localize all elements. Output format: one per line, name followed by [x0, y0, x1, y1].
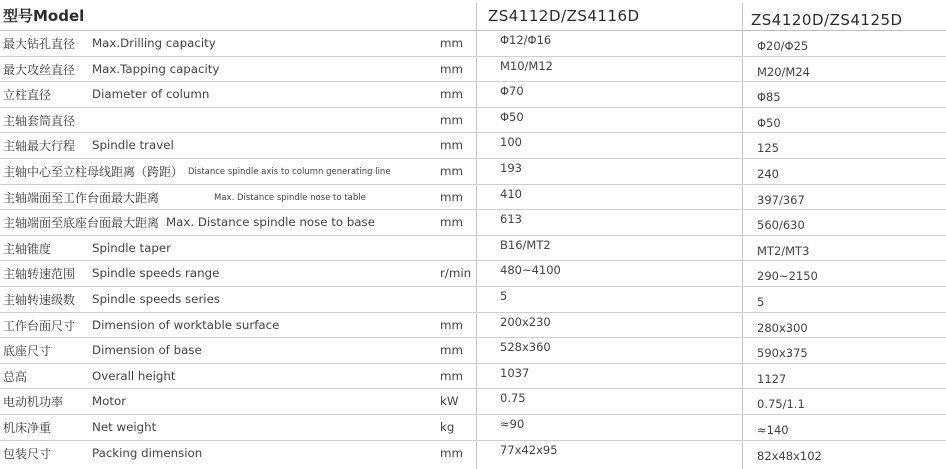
spec-name-en: Spindle travel — [92, 138, 174, 153]
spec-value-col1: 193 — [500, 160, 522, 175]
spec-name-en: Packing dimension — [92, 445, 203, 460]
spec-name-cn: 工作台面尺寸 — [3, 318, 76, 333]
spec-value-col1: 200x230 — [500, 314, 551, 329]
spec-name-en: Spindle speeds range — [92, 266, 220, 281]
spec-name-cn: 主轴套筒直径 — [3, 113, 76, 128]
header-row — [0, 0, 946, 31]
spec-value-col1: B16/MT2 — [500, 237, 551, 252]
spec-value-col1: 1037 — [500, 365, 530, 380]
spec-name-en: Net weight — [92, 419, 157, 434]
spec-name-cn: 主轴中心至立柱母线距离（跨距） — [3, 164, 184, 179]
spec-row-worktable — [0, 313, 946, 339]
spec-name-cn: 主轴端面至工作台面最大距离 — [3, 190, 160, 205]
spec-unit: mm — [440, 317, 463, 332]
spec-unit: mm — [440, 189, 463, 204]
spec-unit: kg — [440, 419, 455, 434]
spec-row-quill-diameter — [0, 108, 946, 134]
spec-value-col1: M10/M12 — [500, 58, 553, 73]
spec-row-base — [0, 338, 946, 364]
spec-name-cn: 主轴端面至底座台面最大距离 — [3, 216, 160, 231]
model-col1-header: ZS4112D/ZS4116D — [488, 7, 640, 25]
spec-value-col2: Φ20/Φ25 — [757, 39, 809, 53]
spec-value-col2: MT2/MT3 — [757, 243, 810, 258]
spec-value-col1: Φ70 — [500, 84, 524, 99]
spec-name-cn: 包装尺寸 — [3, 446, 52, 461]
spec-value-col1: 480~4100 — [500, 263, 561, 278]
spec-value-col2: 397/367 — [757, 192, 805, 207]
spec-name-en: Dimension of worktable surface — [92, 317, 280, 332]
spec-name-cn: 最大钻孔直径 — [3, 37, 76, 51]
spec-name-en: Spindle taper — [92, 240, 171, 255]
spec-unit: mm — [440, 61, 463, 76]
spec-value-col2: M20/M24 — [757, 64, 810, 79]
spec-value-col2: 125 — [757, 141, 779, 156]
spec-unit: mm — [440, 163, 463, 178]
spec-value-col1: 100 — [500, 135, 522, 150]
spec-name-cn: 主轴最大行程 — [3, 139, 76, 154]
spec-row-speed-range — [0, 261, 946, 287]
spec-name-en: Diameter of column — [92, 87, 210, 102]
spec-value-col1: 77x42x95 — [500, 442, 558, 457]
spec-name-en: Distance spindle axis to column generating line — [188, 166, 391, 177]
spec-name-cn: 主轴转速级数 — [3, 292, 76, 307]
spec-unit: kW — [440, 394, 459, 409]
spec-name-en: Motor — [92, 394, 127, 409]
spec-value-col2: 1127 — [757, 371, 787, 386]
spec-unit: mm — [440, 87, 463, 102]
spec-name-cn: 主轴锥度 — [3, 241, 52, 256]
spec-value-col2: 590x375 — [757, 346, 808, 361]
spec-unit: mm — [440, 445, 463, 460]
spec-name-en: Max.Drilling capacity — [92, 36, 216, 50]
spec-row-motor — [0, 389, 946, 415]
spec-row-max-drilling — [0, 31, 946, 57]
spec-value-col2: 290~2150 — [757, 269, 818, 284]
spec-name-cn: 最大攻丝直径 — [3, 62, 76, 77]
spec-value-col1: ≈90 — [500, 416, 525, 431]
spec-value-col1: Φ50 — [500, 109, 524, 124]
spec-row-speed-series — [0, 287, 946, 313]
spec-row-spindle-to-base — [0, 210, 946, 236]
spec-value-col2: 0.75/1.1 — [757, 397, 805, 412]
spec-row-max-tapping — [0, 57, 946, 83]
model-label: 型号Model — [3, 7, 85, 25]
spec-value-col2: 240 — [757, 166, 779, 181]
spec-name-cn: 机床净重 — [3, 420, 52, 435]
spec-value-col2: 560/630 — [757, 218, 805, 233]
spec-value-col1: 613 — [500, 212, 522, 227]
spec-value-col2: 5 — [757, 294, 765, 309]
spec-row-spindle-travel — [0, 133, 946, 159]
spec-name-cn: 总高 — [3, 369, 28, 384]
spec-name-cn: 底座尺寸 — [3, 344, 52, 359]
spec-value-col1: 0.75 — [500, 391, 526, 406]
spec-name-cn: 电动机功率 — [3, 395, 64, 410]
spec-unit: mm — [440, 138, 463, 153]
spec-row-packing — [0, 441, 946, 467]
spec-value-col1: 5 — [500, 288, 508, 303]
spec-name-en: Max. Distance spindle nose to table — [214, 192, 366, 203]
spec-unit: mm — [440, 112, 463, 127]
model-col2-header: ZS4120D/ZS4125D — [751, 11, 903, 29]
spec-name-en: Dimension of base — [92, 343, 202, 358]
spec-row-spindle-to-column — [0, 159, 946, 185]
spec-row-column-diameter — [0, 82, 946, 108]
spec-row-overall-height — [0, 364, 946, 390]
spec-row-net-weight — [0, 415, 946, 441]
spec-name-en: Max. Distance spindle nose to base — [166, 215, 375, 230]
spec-value-col2: Φ85 — [757, 90, 781, 105]
spec-value-col1: 528x360 — [500, 340, 551, 355]
spec-value-col2: 280x300 — [757, 320, 808, 335]
spec-name-en: Spindle speeds series — [92, 291, 220, 306]
spec-name-cn: 立柱直径 — [3, 88, 52, 103]
spec-value-col1: Φ12/Φ16 — [500, 33, 552, 47]
spec-value-col2: 82x48x102 — [757, 448, 822, 463]
spec-unit: mm — [440, 368, 463, 383]
spec-name-cn: 主轴转速范围 — [3, 267, 76, 282]
spec-value-col2: Φ50 — [757, 115, 781, 130]
spec-name-en: Max.Tapping capacity — [92, 61, 220, 76]
spec-value-col2: ≈140 — [757, 422, 789, 437]
spec-unit: r/min — [440, 266, 472, 281]
spec-unit: mm — [440, 215, 463, 230]
spec-value-col1: 410 — [500, 186, 522, 201]
spec-unit: mm — [440, 343, 463, 358]
spec-unit: mm — [440, 36, 463, 50]
spec-row-spindle-to-table — [0, 185, 946, 211]
spec-row-spindle-taper — [0, 236, 946, 262]
spec-name-en: Overall height — [92, 368, 176, 383]
